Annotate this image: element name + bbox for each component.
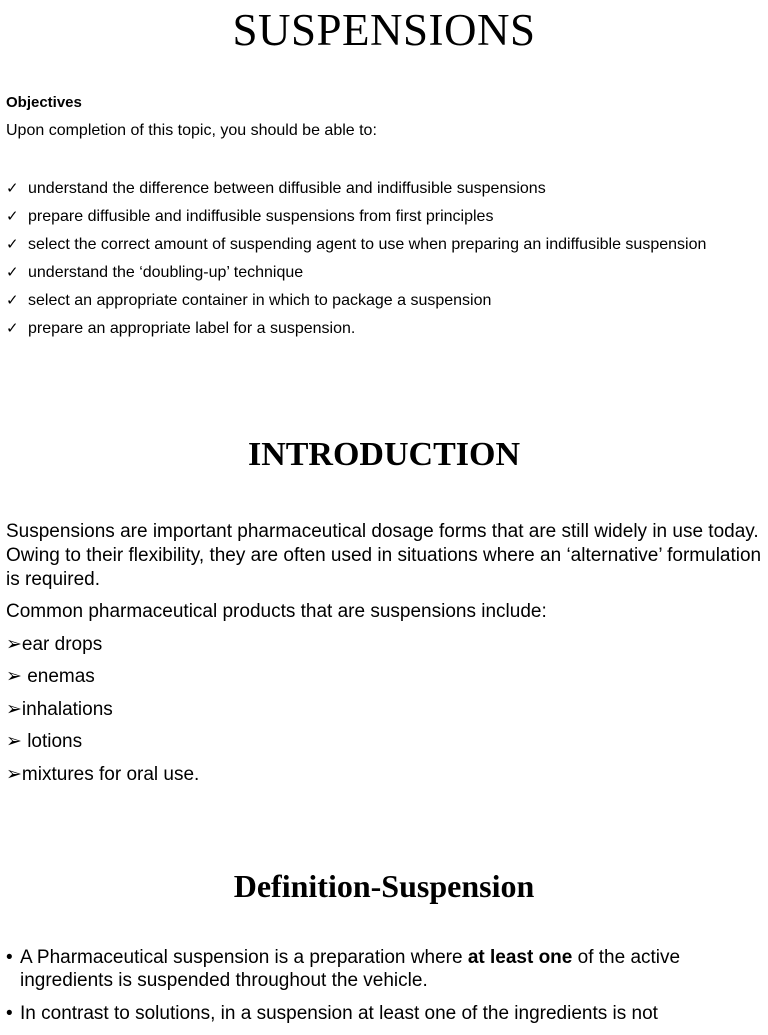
checkmark-icon: ✓: [6, 320, 19, 337]
list-item: ➢ enemas: [6, 666, 95, 688]
definition-text-end: of the active ingredients is suspended throughout the vehicle.: [20, 947, 681, 991]
checkmark-icon: ✓: [6, 264, 19, 281]
list-item: [6, 318, 746, 339]
introduction-paragraph: Suspensions are important pharmaceutical dosage forms that are still widely in use today. Owing to their flexibility, they are often used in situations where an ‘alternative’ formulation is required.: [6, 521, 762, 590]
products-list: [6, 631, 199, 793]
list-item: [6, 234, 746, 255]
list-item: [6, 946, 762, 992]
checkmark-icon: ✓: [6, 236, 19, 253]
definition-text: In contrast to solutions, in a suspension at least one of the ingredients is not: [20, 1003, 658, 1024]
list-item: [6, 178, 746, 199]
checkmark-icon: ✓: [6, 180, 19, 197]
checkmark-icon: ✓: [6, 208, 19, 225]
bullet-icon: •: [6, 947, 13, 968]
objectives-checklist: [6, 178, 746, 346]
list-item-text: select the correct amount of suspending agent to use when preparing an indiffusible suspension: [28, 236, 707, 253]
list-item: ➢ear drops: [6, 634, 103, 655]
objectives-heading: Objectives: [6, 94, 82, 111]
list-item: [6, 1002, 762, 1025]
list-item: ➢inhalations: [6, 698, 113, 720]
introduction-heading: INTRODUCTION: [247, 436, 521, 473]
products-intro-text: Common pharmaceutical products that are suspensions include:: [6, 601, 547, 622]
list-item: [6, 290, 746, 311]
list-item: [6, 206, 746, 227]
checkmark-icon: ✓: [6, 292, 19, 309]
list-item: [6, 262, 746, 283]
list-item-text: prepare an appropriate label for a suspension.: [28, 320, 356, 337]
list-item: ➢ lotions: [6, 731, 83, 753]
definition-heading: Definition-Suspension: [233, 868, 535, 904]
list-item-text: prepare diffusible and indiffusible suspensions from first principles: [28, 208, 494, 225]
list-item-text: select an appropriate container in which to package a suspension: [28, 292, 492, 309]
list-item: ➢mixtures for oral use.: [6, 763, 200, 785]
page-title: SUSPENSIONS: [232, 5, 536, 55]
definition-list: [6, 946, 762, 1035]
list-item-text: understand the difference between diffusible and indiffusible suspensions: [28, 180, 546, 197]
objectives-intro: Upon completion of this topic, you should be able to:: [6, 122, 377, 139]
definition-text-start: A Pharmaceutical suspension is a preparation where: [20, 947, 468, 968]
definition-emphasis: at least one: [467, 947, 573, 968]
list-item-text: understand the ‘doubling-up’ technique: [28, 264, 304, 281]
bullet-icon: •: [6, 1003, 13, 1024]
